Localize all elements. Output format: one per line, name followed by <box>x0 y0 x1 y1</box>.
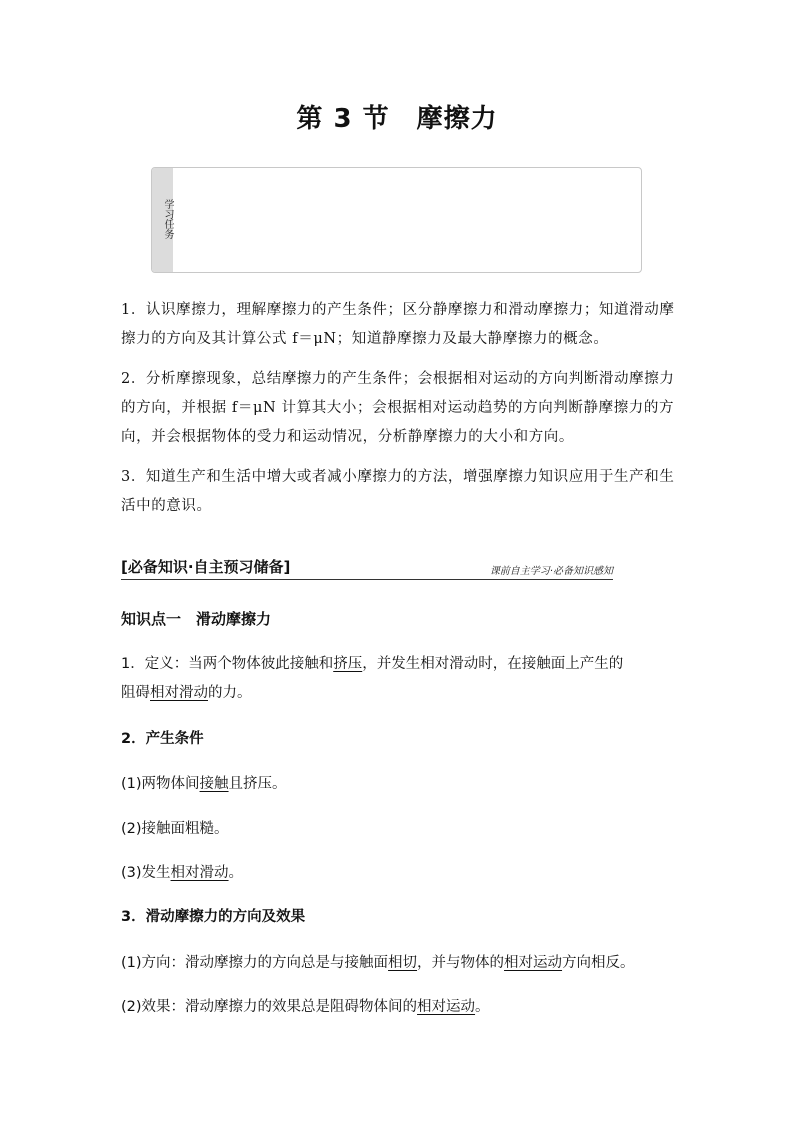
definition-paragraph <box>121 650 691 708</box>
text-span: ，并与物体的 <box>417 955 505 971</box>
learning-task-tab-label: 学习任务 <box>162 199 173 239</box>
condition-item <box>121 770 691 799</box>
underlined-answer: 挤压 <box>333 656 363 672</box>
text-span: ，并发生相对滑动时，在接触面上产生的 <box>362 656 624 672</box>
underlined-answer: 接触 <box>199 776 229 792</box>
section-subtitle: 课前自主学习·必备知识感知 <box>489 566 613 577</box>
effect-item <box>121 993 691 1022</box>
learning-task-tab <box>152 168 173 272</box>
knowledge-point-title: 知识点一 滑动摩擦力 <box>121 610 272 628</box>
text-span: 阻碍 <box>121 685 150 701</box>
text-span: 的力。 <box>208 685 252 701</box>
objective-item: 1．认识摩擦力，理解摩擦力的产生条件；区分静摩擦力和滑动摩擦力；知道滑动摩擦力的方向及其计算公式 f＝μN；知道静摩擦力及最大静摩擦力的概念。 <box>121 302 675 347</box>
text-span: (1)两物体间 <box>121 776 200 792</box>
condition-item: (2)接触面粗糙。 <box>121 821 229 837</box>
learning-task-box <box>151 167 642 273</box>
text-span: 。 <box>228 865 244 881</box>
objective-item: 2．分析摩擦现象，总结摩擦力的产生条件；会根据相对运动的方向判断滑动摩擦力的方向，并根据 f＝μN 计算其大小；会根据相对运动趋势的方向判断静摩擦力的方向，并会根据物体的受力和运动情况，分析静摩擦力的大小和方向。 <box>121 371 675 445</box>
text-span: 。 <box>475 999 490 1015</box>
conditions-heading: 2．产生条件 <box>121 731 204 747</box>
underlined-answer: 相对运动 <box>504 955 563 971</box>
condition-item <box>121 859 691 888</box>
text-span: 方向相反。 <box>562 955 635 971</box>
objectives-list <box>121 296 681 532</box>
direction-heading: 3．滑动摩擦力的方向及效果 <box>121 909 306 925</box>
text-span: (2)效果：滑动摩擦力的效果总是阻碍物体间的 <box>121 999 418 1015</box>
section-header <box>121 556 613 580</box>
direction-item <box>121 949 691 978</box>
underlined-answer: 相对滑动 <box>170 865 229 881</box>
text-span: (3)发生 <box>121 865 171 881</box>
text-span: 1．定义：当两个物体彼此接触和 <box>121 656 334 672</box>
text-span: 且挤压。 <box>228 776 287 792</box>
section-title: [必备知识·自主预习储备] <box>121 558 291 576</box>
page-title: 第 3 节 摩擦力 <box>296 104 498 134</box>
text-span: (1)方向：滑动摩擦力的方向总是与接触面 <box>121 955 389 971</box>
underlined-answer: 相切 <box>388 955 418 971</box>
objective-item: 3．知道生产和生活中增大或者减小摩擦力的方法，增强摩擦力知识应用于生产和生活中的意识。 <box>121 469 675 514</box>
underlined-answer: 相对运动 <box>417 999 476 1015</box>
underlined-answer: 相对滑动 <box>150 685 208 701</box>
